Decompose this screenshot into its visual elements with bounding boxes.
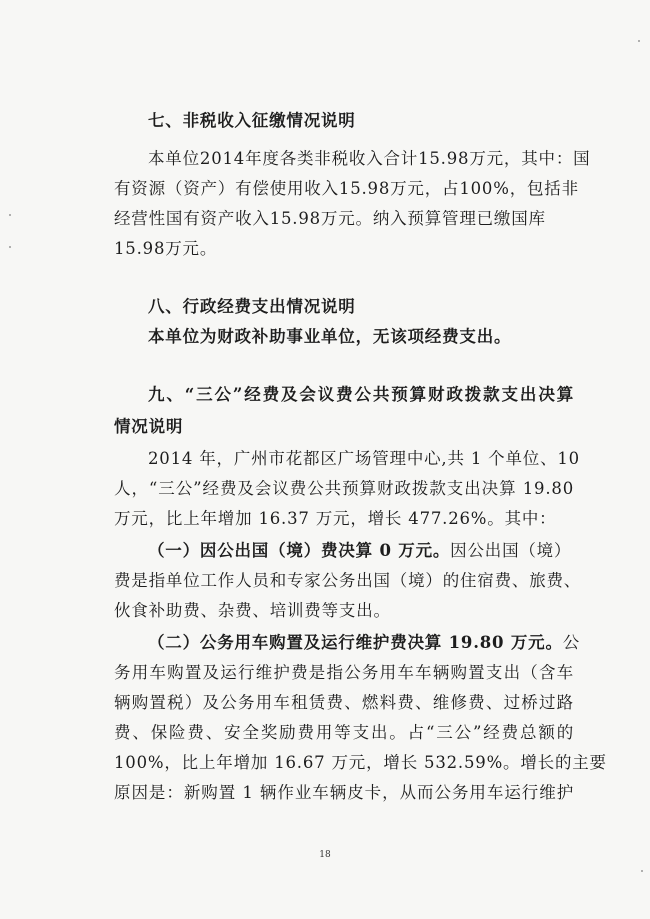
subsection-2-title-rest: 公 (562, 633, 581, 652)
subsection-2-title-line (148, 632, 581, 654)
page-number: 18 (319, 850, 331, 860)
subsection-1-title-line (148, 540, 574, 562)
section-9-heading-line-1: 九、“三公”经费及会议费公共预算财政拨款支出决算 (148, 385, 574, 404)
scan-speck (9, 214, 11, 216)
scan-speck (641, 870, 643, 872)
subsection-2-line-4: 100%，比上年增加 16.67 万元，增长 532.59%。增长的主要 (114, 753, 607, 772)
section-7-line-1: 本单位2014年度各类非税收入合计15.98万元，其中：国 (148, 149, 591, 168)
subsection-2-line-5: 原因是：新购置 1 辆作业车辆皮卡，从而公务用车运行维护 (114, 783, 574, 802)
subsection-2-line-3: 费、保险费、安全奖励费用等支出。占“三公”经费总额的 (114, 723, 574, 742)
section-7-line-2: 有资源（资产）有偿使用收入15.98万元，占100%，包括非 (114, 179, 579, 198)
section-8-body: 本单位为财政补助事业单位，无该项经费支出。 (148, 327, 512, 346)
section-9-intro-line-2: 人，“三公”经费及会议费公共预算财政拨款支出决算 19.80 (114, 479, 574, 498)
subsection-1-title-rest: 因公出国（境） (450, 541, 572, 560)
section-9-intro-line-1: 2014 年，广州市花都区广场管理中心,共 1 个单位、10 (148, 449, 580, 468)
section-7-line-4: 15.98万元。 (114, 239, 218, 258)
section-7-heading: 七、非税收入征缴情况说明 (148, 111, 356, 130)
subsection-1-line-2: 伙食补助费、杂费、培训费等支出。 (114, 601, 391, 620)
section-7-line-3: 经营性国有资产收入15.98万元。纳入预算管理已缴国库 (114, 209, 546, 228)
subsection-2-line-1: 务用车购置及运行维护费是指公务用车车辆购置支出（含车 (114, 663, 574, 682)
subsection-1-line-1: 费是指单位工作人员和专家公务出国（境）的住宿费、旅费、 (114, 571, 582, 590)
section-8-heading: 八、行政经费支出情况说明 (148, 297, 356, 316)
subsection-2-title: （二）公务用车购置及运行维护费决算 19.80 万元。 (148, 633, 563, 652)
scan-speck (9, 246, 11, 248)
subsection-1-title: （一）因公出国（境）费决算 0 万元。 (148, 541, 451, 560)
section-9-intro-line-3: 万元，比上年增加 16.37 万元，增长 477.26%。其中： (114, 509, 557, 528)
section-9-heading-line-2: 情况说明 (114, 417, 184, 436)
scan-speck (638, 40, 640, 42)
subsection-2-line-2: 辆购置税）及公务用车租赁费、燃料费、维修费、过桥过路 (114, 693, 574, 712)
